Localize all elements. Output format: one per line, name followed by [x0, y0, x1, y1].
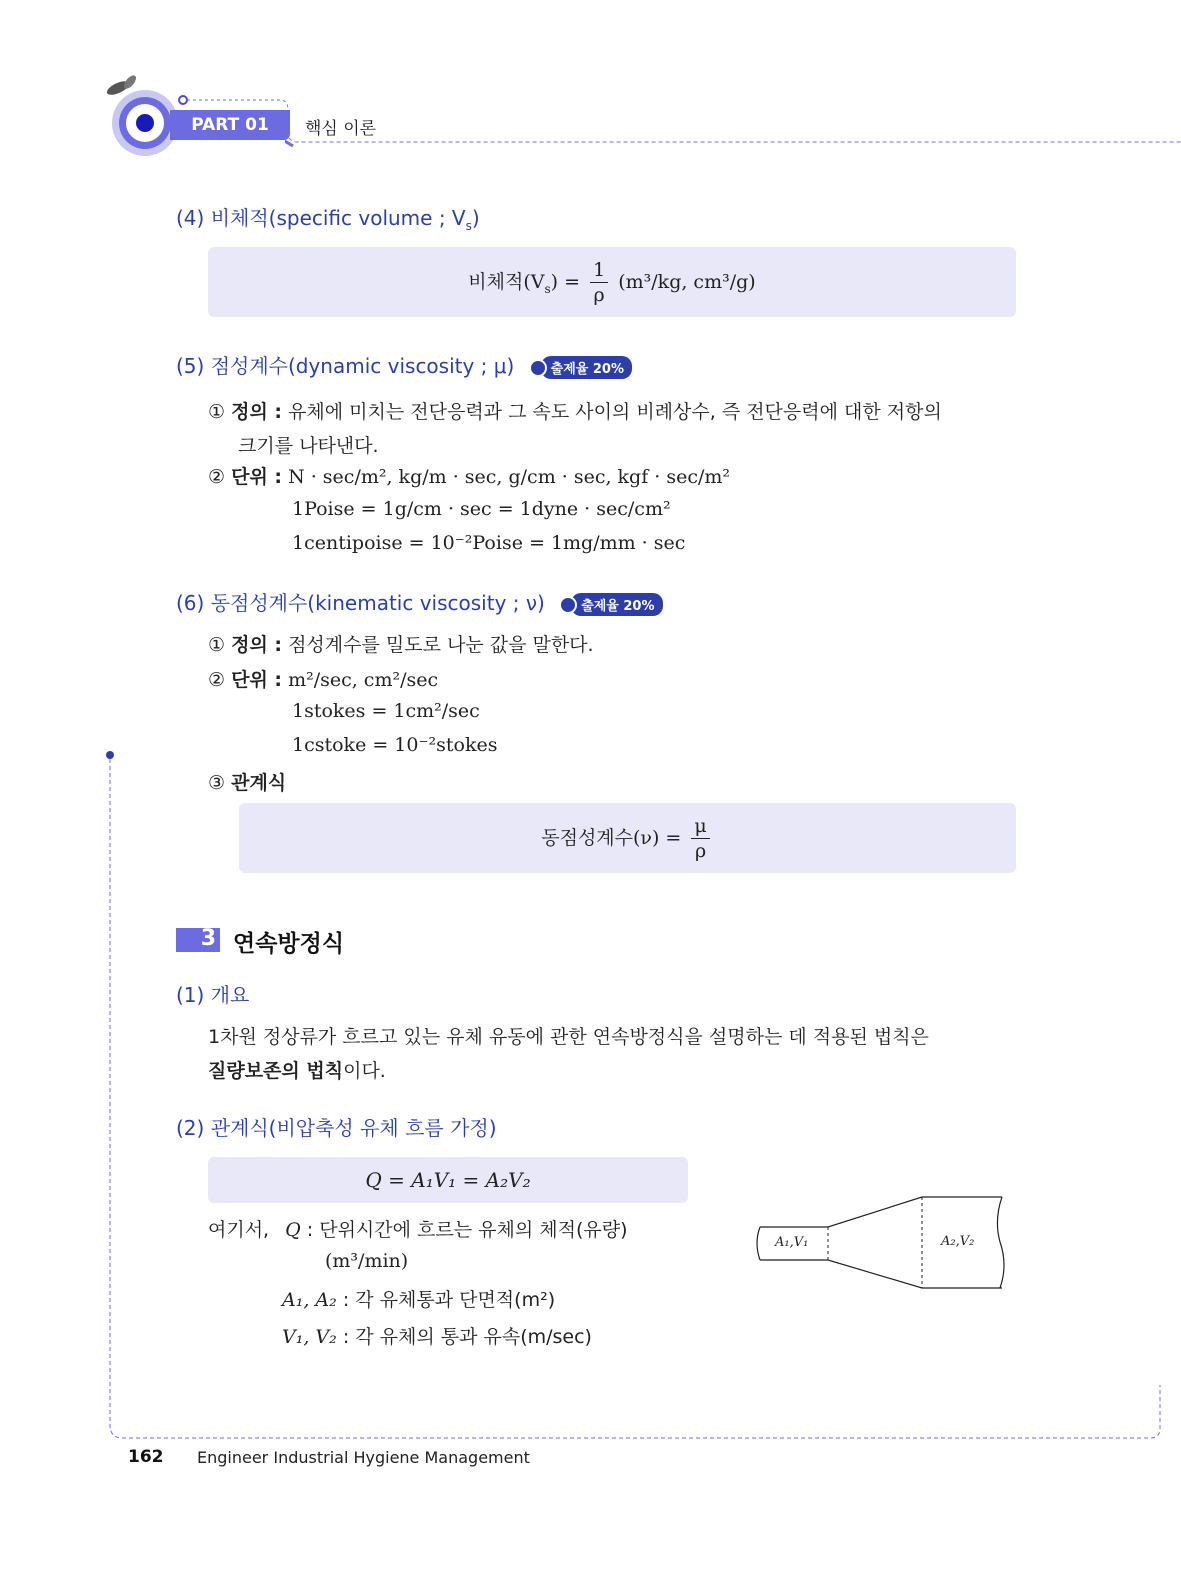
fraction-1-over-rho: [590, 259, 608, 307]
unit-item: [208, 665, 438, 692]
item-text: 유체에 미치는 전단응력과 그 속도 사이의 비례상수, 즉 전단응력에 대한 저항의: [288, 401, 942, 423]
heading-text: (6) 동점성계수(kinematic viscosity ; ν): [176, 591, 545, 615]
heading-kinematic-viscosity: [176, 587, 663, 616]
badge-dot-icon: [559, 596, 577, 614]
page-header: [100, 70, 1181, 160]
heading-dynamic-viscosity: [176, 350, 632, 379]
formula-left: 동점성계수(ν) =: [541, 827, 682, 849]
item-label: 관계식: [231, 772, 287, 794]
badge-text: 출제율 20%: [571, 593, 662, 616]
frac-num: 1: [590, 259, 608, 283]
frequency-badge: [529, 356, 632, 379]
formula-continuity: Q = A₁V₁ = A₂V₂: [365, 1168, 531, 1192]
section-number-block: [176, 928, 220, 952]
formula-box-specific-volume: [208, 247, 1016, 317]
v-symbol: V₁, V₂: [282, 1326, 337, 1348]
a-description: : 각 유체통과 단면적(m²): [342, 1289, 556, 1311]
item-text: N · sec/m², kg/m · sec, g/cm · sec, kgf · sec/m²: [288, 466, 731, 488]
item-marker: ①: [208, 401, 226, 423]
page-number: 162: [128, 1447, 164, 1467]
overview-line1: 1차원 정상류가 흐르고 있는 유체 유동에 관한 연속방정식을 설명하는 데 적용된 법칙은: [208, 1026, 929, 1048]
formula-left: 비체적(V: [468, 271, 545, 293]
unit-line-poise: 1Poise = 1g/cm · sec = 1dyne · sec/cm²: [292, 498, 671, 520]
formula-sub: s: [544, 281, 551, 296]
overview-rest: 이다.: [343, 1060, 386, 1082]
item-text: 점성계수를 밀도로 나눈 값을 말한다.: [288, 634, 594, 656]
formula-units: (m³/kg, cm³/g): [618, 271, 756, 293]
heading-specific-volume: [176, 202, 480, 233]
heading-end: ): [471, 206, 480, 230]
section-title: 연속방정식: [233, 931, 345, 957]
frac-den: ρ: [593, 283, 605, 306]
section-label: 핵심 이론: [305, 119, 377, 139]
area-line: [282, 1285, 555, 1312]
item-marker: ②: [208, 669, 226, 691]
margin-guide: [100, 745, 1181, 1445]
diagram-label-inlet: A₁,V₁: [775, 1235, 809, 1250]
badge-text: 출제율 20%: [541, 356, 632, 379]
a-symbol: A₁, A₂: [282, 1289, 337, 1311]
where-label: 여기서,: [208, 1219, 270, 1241]
book-title: Engineer Industrial Hygiene Management: [197, 1448, 530, 1467]
frequency-badge: [559, 593, 662, 616]
where-line: [208, 1215, 627, 1242]
formula-mid: ) =: [550, 271, 581, 293]
unit-line-centipoise: 1centipoise = 10⁻²Poise = 1mg/mm · sec: [292, 532, 686, 554]
q-description: : 단위시간에 흐르는 유체의 체적(유량): [306, 1219, 628, 1241]
item-marker: ③: [208, 772, 226, 794]
item-label: 정의 :: [231, 634, 283, 656]
heading-text: (4) 비체적(specific volume ; V: [176, 206, 466, 230]
badge-dot-icon: [529, 359, 547, 377]
v-description: : 각 유체의 통과 유속(m/sec): [342, 1326, 592, 1348]
overview-bold: 질량보존의 법칙: [208, 1060, 344, 1082]
q-symbol: Q: [285, 1219, 301, 1241]
unit-line-stokes: 1stokes = 1cm²/sec: [292, 700, 480, 722]
heading-overview: (1) 개요: [176, 983, 250, 1007]
part-label: PART 01: [170, 110, 290, 140]
item-text: m²/sec, cm²/sec: [288, 669, 439, 691]
formula-box-continuity: [208, 1157, 688, 1203]
overview-text: [208, 1020, 1023, 1088]
q-unit: (m³/min): [325, 1250, 409, 1272]
heading-relation: (2) 관계식(비압축성 유체 흐름 가정): [176, 1116, 497, 1140]
item-label: 단위 :: [231, 466, 283, 488]
formula-specific-volume: [208, 257, 1016, 314]
frac-den: ρ: [694, 839, 707, 862]
heading-text: (5) 점성계수(dynamic viscosity ; μ): [176, 354, 515, 378]
item-marker: ②: [208, 466, 226, 488]
definition-item: [208, 395, 1023, 463]
item-marker: ①: [208, 634, 226, 656]
header-divider: [285, 110, 1181, 150]
item-label: 단위 :: [231, 669, 283, 691]
item-text-continued: 크기를 나타낸다.: [238, 435, 379, 457]
section-number: 3: [200, 926, 216, 951]
diagram-label-outlet: A₂,V₂: [941, 1234, 975, 1249]
unit-item: [208, 462, 730, 489]
item-label: 정의 :: [231, 401, 283, 423]
frac-num: μ: [691, 815, 709, 839]
velocity-line: [282, 1322, 592, 1349]
unit-line-cstoke: 1cstoke = 10⁻²stokes: [292, 734, 498, 756]
heading-sub: s: [465, 219, 472, 233]
definition-item: [208, 630, 594, 657]
